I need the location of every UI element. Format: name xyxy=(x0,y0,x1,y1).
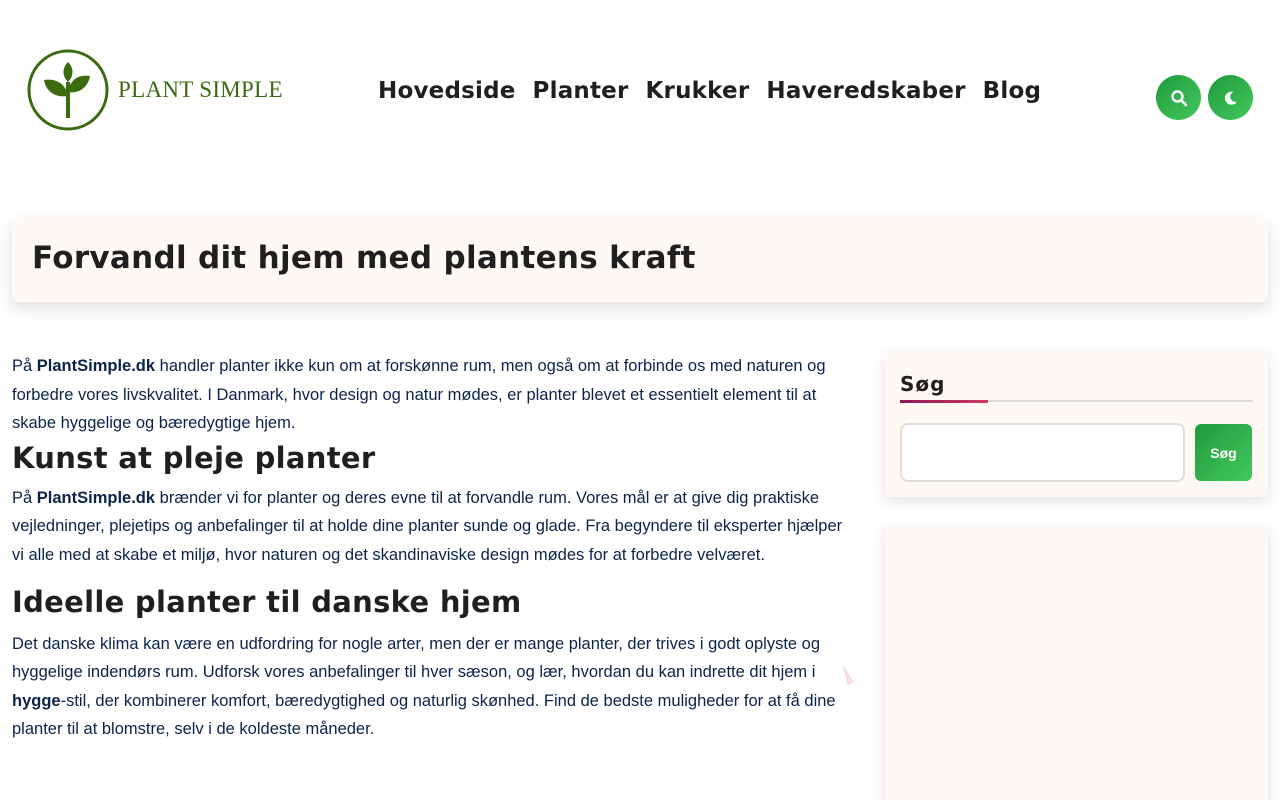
dark-mode-toggle[interactable] xyxy=(1208,75,1253,120)
section-heading-ideal-plants: Ideelle planter til danske hjem xyxy=(12,584,522,619)
intro-text-pre: På xyxy=(12,357,37,375)
page-title: Forvandl dit hjem med plantens kraft xyxy=(32,240,696,276)
nav-item-hovedside[interactable]: Hovedside xyxy=(378,78,516,104)
widget-divider xyxy=(900,400,1253,402)
widget-divider-accent xyxy=(900,400,988,403)
intro-text-post: handler planter ikke kun om at forskønne rum, men også om at forbinde os med naturen og forbedre vores livskvalitet. I Danmark, hvor design og natur mødes, er planter blevet et essentielt element til at skabe hyggelige og bæredygtige hjem. xyxy=(12,357,826,433)
search-widget xyxy=(885,352,1268,497)
search-input[interactable] xyxy=(900,423,1185,482)
section-heading-care: Kunst at pleje planter xyxy=(12,440,376,475)
nav-item-blog[interactable]: Blog xyxy=(982,78,1042,104)
hero-banner xyxy=(12,218,1268,302)
hygge-strong: hygge xyxy=(12,691,61,710)
site-name-strong: PlantSimple.dk xyxy=(36,488,156,507)
nav-item-krukker[interactable]: Krukker xyxy=(645,78,750,104)
ideal-plants-paragraph xyxy=(12,630,847,744)
decorative-leaf-icon xyxy=(838,662,856,688)
logo-text: PLANT SIMPLE xyxy=(118,76,283,102)
header-search-button[interactable] xyxy=(1156,75,1201,120)
nav-item-planter[interactable]: Planter xyxy=(532,78,629,104)
ideal-text-post: -stil, der kombinerer komfort, bæredygtighed og naturlig skønhed. Find de bedste muligheder for at få dine planter til at blomstre, selv i de koldeste måneder. xyxy=(12,691,836,739)
site-name-strong: PlantSimple.dk xyxy=(36,357,156,375)
search-widget-title: Søg xyxy=(900,372,946,396)
search-submit-button[interactable]: Søg xyxy=(1195,424,1252,481)
search-icon xyxy=(1170,89,1188,107)
main-content xyxy=(12,352,847,744)
site-header xyxy=(0,0,1280,190)
sidebar-widget-empty xyxy=(885,527,1268,800)
care-paragraph xyxy=(12,484,847,570)
intro-paragraph xyxy=(12,352,847,438)
main-nav xyxy=(378,78,1041,104)
plant-logo-icon xyxy=(26,48,110,132)
moon-icon xyxy=(1223,90,1239,106)
site-logo[interactable] xyxy=(26,47,296,132)
ideal-text-pre: Det danske klima kan være en udfordring for nogle arter, men der er mange planter, der trives i godt oplyste og hyggelige indendørs rum. Udforsk vores anbefalinger til hver sæson, og lær, hvordan du kan indrette dit hjem i xyxy=(12,634,821,682)
care-text-post: brænder vi for planter og deres evne til at forvandle rum. Vores mål er at give dig praktiske vejledninger, plejetips og anbefalinger til at holde dine planter sunde og glade. Fra begyndere til eksperter hjælper vi alle med at skabe et miljø, hvor naturen og det skandinaviske design mødes for at forbedre velværet. xyxy=(12,488,843,564)
care-text-pre: På xyxy=(12,488,37,507)
nav-item-haveredskaber[interactable]: Haveredskaber xyxy=(766,78,966,104)
